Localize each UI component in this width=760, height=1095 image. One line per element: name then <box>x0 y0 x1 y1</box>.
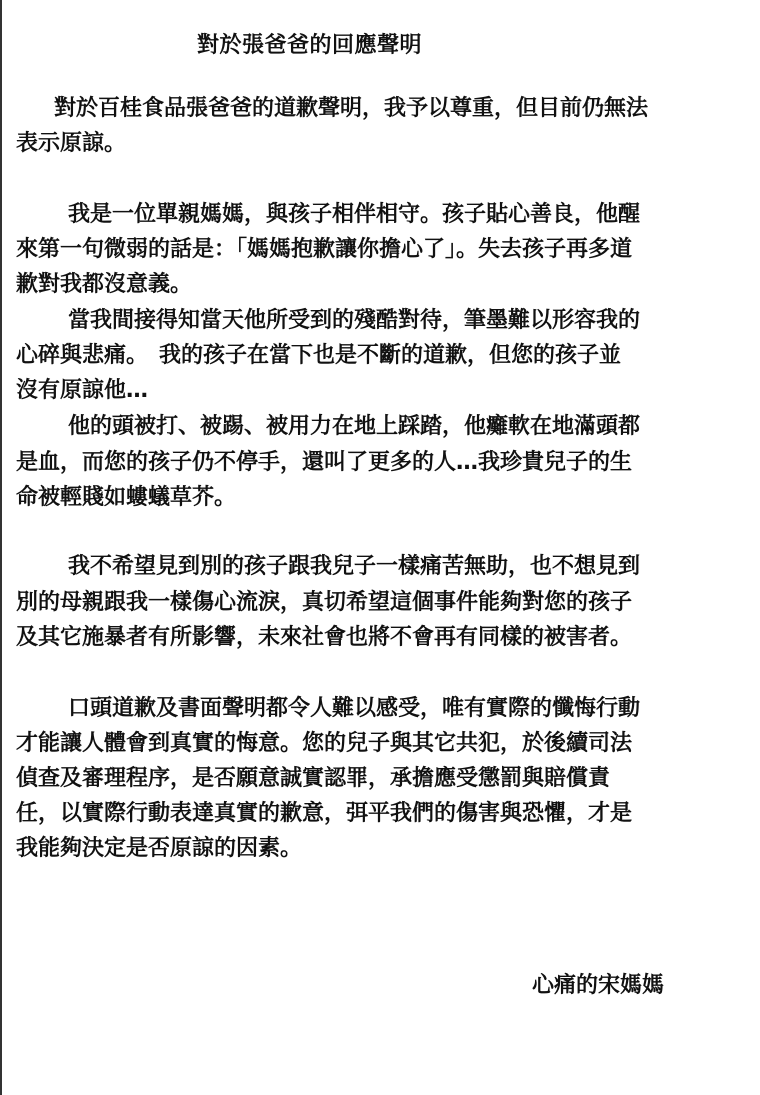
paragraph-6-line-1: 口頭道歉及書面聲明都令人難以感受，唯有實際的懺悔行動 <box>68 696 641 721</box>
paragraph-6-line-4: 任，以實際行動表達真實的歉意，弭平我們的傷害與恐懼，才是 <box>16 801 633 826</box>
paragraph-6-line-3: 偵查及審理程序，是否願意誠實認罪，承擔應受懲罰與賠償責 <box>16 766 611 791</box>
paragraph-2-line-3: 歉對我都沒意義。 <box>16 272 193 297</box>
paragraph-6-line-2: 才能讓人體會到真實的悔意。您的兒子與其它共犯，於後續司法 <box>16 731 633 756</box>
paragraph-3-line-1: 當我間接得知當天他所受到的殘酷對待，筆墨難以形容我的 <box>68 308 641 333</box>
paragraph-3-line-2: 心碎與悲痛。 我的孩子在當下也是不斷的道歉，但您的孩子並 <box>16 343 622 368</box>
page-title: 對於張爸爸的回應聲明 <box>197 33 423 58</box>
paragraph-1-line-1: 對於百桂食品張爸爸的道歉聲明，我予以尊重，但目前仍無法 <box>54 96 649 121</box>
paragraph-3-line-3: 沒有原諒他… <box>16 378 149 403</box>
paragraph-4-line-3: 命被輕賤如螻蟻草芥。 <box>16 485 237 510</box>
paragraph-2-line-2: 來第一句微弱的話是：「媽媽抱歉讓你擔心了」。失去孩子再多道 <box>16 237 633 262</box>
paragraph-4-line-2: 是血，而您的孩子仍不停手，還叫了更多的人…我珍貴兒子的生 <box>16 450 633 475</box>
signature: 心痛的宋媽媽 <box>532 973 665 998</box>
paragraph-5-line-2: 別的母親跟我一樣傷心流淚，真切希望這個事件能夠對您的孩子 <box>16 590 633 615</box>
paragraph-5-line-1: 我不希望見到別的孩子跟我兒子一樣痛苦無助，也不想見到 <box>68 554 641 579</box>
paragraph-2-line-1: 我是一位單親媽媽，與孩子相伴相守。孩子貼心善良，他醒 <box>68 202 641 227</box>
paragraph-5-line-3: 及其它施暴者有所影響，未來社會也將不會再有同樣的被害者。 <box>16 625 633 650</box>
paragraph-4-line-1: 他的頭被打、被踢、被用力在地上踩踏，他癱軟在地滿頭都 <box>68 414 641 439</box>
paragraph-1-line-2: 表示原諒。 <box>16 131 127 156</box>
paragraph-6-line-5: 我能夠決定是否原諒的因素。 <box>16 836 303 861</box>
